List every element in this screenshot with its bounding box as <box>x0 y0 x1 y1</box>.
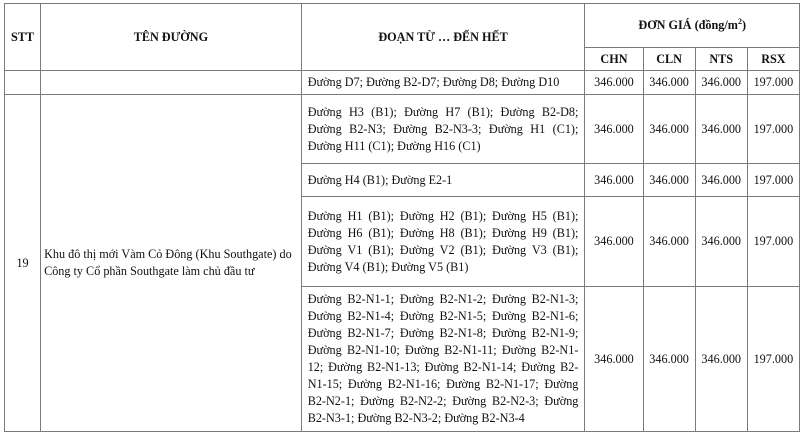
price-chn: 346.000 <box>585 287 643 432</box>
segment-cell: Đường D7; Đường B2-D7; Đường D8; Đường D10 <box>301 71 585 95</box>
price-cln: 346.000 <box>643 197 695 287</box>
name-cell-empty <box>41 71 302 95</box>
header-segment: ĐOẠN TỪ … ĐẾN HẾT <box>301 4 585 71</box>
price-rsx: 197.000 <box>747 164 799 197</box>
price-nts: 346.000 <box>695 164 747 197</box>
header-unit-price-superscript: 2 <box>737 16 742 26</box>
price-cln: 346.000 <box>643 95 695 164</box>
header-row <box>5 4 800 48</box>
price-rsx: 197.000 <box>747 287 799 432</box>
header-unit-price-label: ĐƠN GIÁ (đồng/m <box>638 18 738 32</box>
header-rsx: RSX <box>747 48 799 71</box>
price-nts: 346.000 <box>695 287 747 432</box>
header-unit-price-close: ) <box>741 18 746 32</box>
header-nts: NTS <box>695 48 747 71</box>
street-name-cell: Khu đô thị mới Vàm Cỏ Đông (Khu Southgate) do Công ty Cổ phần Southgate làm chủ đầu tư <box>41 95 302 432</box>
header-chn: CHN <box>585 48 643 71</box>
price-rsx: 197.000 <box>747 95 799 164</box>
price-chn: 346.000 <box>585 95 643 164</box>
segment-cell: Đường H3 (B1); Đường H7 (B1); Đường B2-D8; Đường B2-N3; Đường B2-N3-3; Đường H1 (C1); Đường H11 (C1); Đường H16 (C1) <box>301 95 585 164</box>
price-nts: 346.000 <box>695 71 747 95</box>
header-unit-price <box>585 4 800 48</box>
price-rsx: 197.000 <box>747 197 799 287</box>
segment-cell: Đường H1 (B1); Đường H2 (B1); Đường H5 (B1); Đường H6 (B1); Đường H8 (B1); Đường H9 (B1); Đường V1 (B1); Đường V2 (B1); Đường V3 (B1); Đường V4 (B1); Đường V5 (B1) <box>301 197 585 287</box>
price-chn: 346.000 <box>585 197 643 287</box>
header-stt: STT <box>5 4 41 71</box>
header-street-name: TÊN ĐƯỜNG <box>41 4 302 71</box>
price-chn: 346.000 <box>585 164 643 197</box>
price-nts: 346.000 <box>695 95 747 164</box>
price-chn: 346.000 <box>585 71 643 95</box>
table-row <box>5 95 800 164</box>
price-nts: 346.000 <box>695 197 747 287</box>
price-cln: 346.000 <box>643 287 695 432</box>
stt-cell-empty <box>5 71 41 95</box>
stt-cell: 19 <box>5 95 41 432</box>
price-rsx: 197.000 <box>747 71 799 95</box>
price-cln: 346.000 <box>643 164 695 197</box>
land-price-table <box>4 3 800 432</box>
header-cln: CLN <box>643 48 695 71</box>
segment-cell: Đường B2-N1-1; Đường B2-N1-2; Đường B2-N1-3; Đường B2-N1-4; Đường B2-N1-5; Đường B2-N1-6; Đường B2-N1-7; Đường B2-N1-8; Đường B2-N1-9; Đường B2-N1-10; Đường B2-N1-11; Đường B2-N1-12; Đường B2-N1-13; Đường B2-N1-14; Đường B2-N1-15; Đường B2-N1-16; Đường B2-N1-17; Đường B2-N2-1; Đường B2-N2-2; Đường B2-N2-3; Đường B2-N3-1; Đường B2-N3-2; Đường B2-N3-4 <box>301 287 585 432</box>
price-cln: 346.000 <box>643 71 695 95</box>
table-row-continued <box>5 71 800 95</box>
segment-cell: Đường H4 (B1); Đường E2-1 <box>301 164 585 197</box>
